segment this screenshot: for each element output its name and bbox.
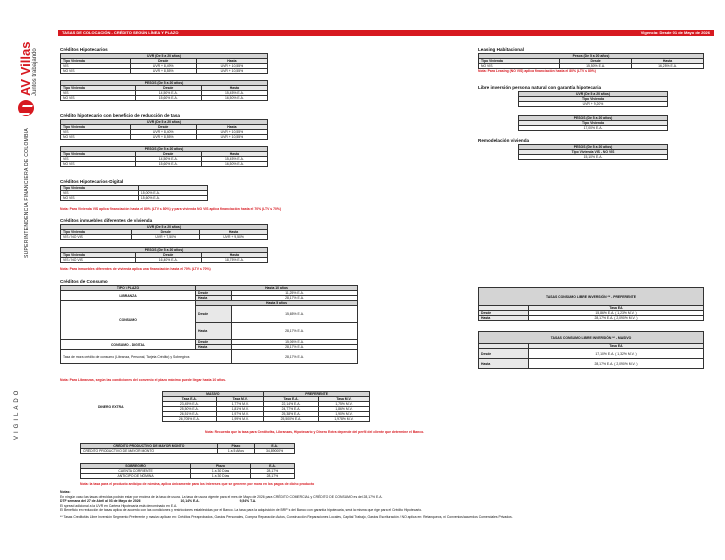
table-cell: 28,17% E.A. bbox=[232, 345, 358, 350]
inmuebles-section bbox=[60, 218, 268, 263]
table-cell: Tasa EA bbox=[529, 344, 704, 349]
table-cell: Desde bbox=[560, 59, 632, 64]
table-row bbox=[61, 235, 268, 240]
mayor-monto-table bbox=[80, 443, 295, 454]
logo bbox=[8, 28, 42, 120]
table-header-cell: TIPO \ PLAZO bbox=[61, 286, 196, 291]
table-row bbox=[519, 102, 668, 107]
inmuebles-uvr-table bbox=[60, 224, 268, 240]
section-title: Créditos de Consumo bbox=[60, 279, 108, 284]
table-cell: Hasta bbox=[196, 125, 267, 130]
table-row bbox=[519, 155, 668, 160]
table-cell: Desde bbox=[479, 349, 529, 359]
table-cell: Tipo Vivienda bbox=[519, 121, 668, 126]
table-cell: 1,90% M.V. bbox=[318, 412, 369, 417]
table-cell: 15,06% E.A. bbox=[232, 340, 358, 345]
hipotecarios-section bbox=[60, 47, 268, 101]
table-cell: 25,500% E.A. bbox=[264, 417, 319, 422]
table-cell: Hasta bbox=[479, 316, 529, 321]
table-cell: 28,17% bbox=[250, 469, 294, 474]
table-cell: 1,77% M.V. bbox=[217, 402, 264, 407]
table-row bbox=[479, 316, 704, 321]
table-cell: VIS bbox=[61, 157, 136, 162]
nota-beneficio: El Beneficio en reducción de tasas aplica de acuerdo con las condiciones y restricciones establecidas por el Banco. La tasa para la adquisición de BRP´s del Banco con garantía hipotecaria, será la misma que rige para el Crédito Hipotecario. bbox=[60, 508, 423, 513]
table-header-cell: TASAS CONSUMO LIBRE INVERSIÓN ** - MASIVO bbox=[479, 332, 704, 344]
table-row bbox=[61, 350, 358, 364]
table-row bbox=[60, 392, 370, 397]
supervisor-text: SUPERINTENDENCIA FINANCIERA DE COLOMBIA bbox=[24, 127, 30, 258]
table-cell: 26,51% E.A. bbox=[162, 412, 217, 417]
note-libranzas: Nota: Para Libranzas, según las condiciones del convenio el plazo máximo puede llegar hasta 10 años. bbox=[60, 378, 227, 382]
table-row bbox=[479, 349, 704, 359]
vigilado-text: VIGILADO bbox=[14, 387, 20, 440]
table-cell: 15,65% E.A. bbox=[232, 306, 358, 323]
inmuebles-pesos-table bbox=[60, 247, 268, 263]
table-cell: Hasta bbox=[201, 86, 267, 91]
table-cell: Desde bbox=[196, 291, 232, 296]
table-cell: Desde bbox=[196, 306, 232, 323]
table-cell: 15,00% E.A. bbox=[138, 191, 207, 196]
table-row bbox=[61, 196, 208, 201]
leasing-section bbox=[478, 47, 704, 74]
table-cell: CRÉDITO PRODUCTIVO DE MAYOR MONTO bbox=[81, 449, 218, 454]
section-title: Créditos inmuebles diferentes de vivienda bbox=[60, 218, 153, 223]
table-cell: 11,25% E.A. bbox=[232, 291, 358, 296]
header-bar bbox=[58, 30, 714, 36]
table-cell: Tasa M.V. bbox=[318, 397, 369, 402]
nota-usura: En ningún caso las tasas ofrecidas podrán estar por encima de la tasa de usura. La tasa de usura vigente para el mes de Mayo de 2026 para CRÉDITO COMERCIAL y CRÉDITO DE CONSUMO es del 28,17% E.A. bbox=[60, 494, 383, 499]
table-cell: 14,50% E.A. bbox=[135, 91, 201, 96]
table-header-cell: PESOS (De 5 a 20 años) bbox=[61, 248, 268, 253]
table-row bbox=[61, 96, 268, 101]
table-cell: 1 a 30 Días bbox=[191, 474, 251, 479]
table-row bbox=[479, 64, 704, 69]
table-cell: Tipo Vivienda bbox=[61, 253, 136, 258]
table-cell: VIS bbox=[61, 191, 139, 196]
table-header-cell: PREFERENTE bbox=[264, 392, 370, 397]
section-title: Créditos Hipotecarios bbox=[60, 47, 108, 52]
leasing-table bbox=[478, 53, 704, 69]
table-row bbox=[81, 474, 295, 479]
table-cell: Hasta bbox=[196, 323, 232, 340]
table-cell: 26,705% E.A. bbox=[162, 417, 217, 422]
table-cell: 15,10% E.A. bbox=[519, 155, 668, 160]
table-cell: 15,60% E.A. bbox=[138, 196, 207, 201]
table-row bbox=[519, 126, 668, 131]
table-header-cell: Hasta 10 años bbox=[196, 286, 358, 291]
digital-table bbox=[60, 185, 208, 201]
table-cell: UVR + 8,40% bbox=[130, 130, 196, 135]
table-header-cell: PESOS (De 5 a 20 años) bbox=[61, 81, 268, 86]
table-cell: 34,89000% bbox=[255, 449, 295, 454]
table-header-cell: UVR (De 5 a 20 años) bbox=[61, 225, 268, 230]
table-cell: Desde bbox=[135, 86, 201, 91]
table-cell: Desde bbox=[135, 253, 201, 258]
table-cell: 1,81% M.V. bbox=[217, 407, 264, 412]
libre-uvr-table bbox=[518, 91, 668, 107]
consumo-table bbox=[60, 285, 358, 364]
table-cell: 25,50% E.A. bbox=[162, 407, 217, 412]
table-cell: 15,60% E.A. bbox=[135, 162, 201, 167]
section-title: Crédito hipotecario con beneficio de reducción de tasa bbox=[60, 113, 180, 118]
table-cell: 1,99% M.V. bbox=[217, 417, 264, 422]
table-cell: 15,45% E.A. bbox=[201, 157, 267, 162]
dinero-extra-section bbox=[60, 391, 370, 422]
table-cell: Desde bbox=[130, 59, 196, 64]
table-header-cell: TASAS CONSUMO LIBRE INVERSIÓN ** - PREFERENTE bbox=[479, 288, 704, 306]
consumo-section bbox=[60, 279, 358, 364]
table-header-cell: PESOS (De 5 a 20 años) bbox=[519, 116, 668, 121]
table-cell: 25,38% E.A. bbox=[264, 412, 319, 417]
table-cell: Desde bbox=[135, 152, 201, 157]
nota-spread: El spread adicional a la UVR en Cartera Hipotecaria está denominado en E.A. bbox=[60, 503, 178, 508]
table-cell: NO VIS bbox=[61, 135, 131, 140]
table-cell: CONSUMO bbox=[61, 301, 196, 340]
section-title: Leasing Habitacional bbox=[478, 47, 524, 52]
table-header-cell: MASIVO bbox=[162, 392, 264, 397]
sobregiro-table bbox=[80, 463, 295, 479]
table-cell: Tasa EA bbox=[529, 306, 704, 311]
table-cell: DINERO EXTRA bbox=[97, 404, 124, 409]
table-cell: 16,40% E.A. bbox=[135, 258, 201, 263]
table-row bbox=[61, 69, 268, 74]
table-cell: VIS bbox=[61, 64, 131, 69]
table-cell: 24,77% E.A. bbox=[264, 407, 319, 412]
table-cell: Hasta bbox=[632, 59, 704, 64]
table-header-cell: PESOS (De 5 a 20 años) bbox=[519, 145, 668, 150]
table-header-cell: Pesos (De 5 a 20 años) bbox=[479, 54, 704, 59]
table-cell: LIBRANZA bbox=[61, 291, 196, 301]
libre-pesos-table bbox=[518, 115, 668, 131]
note-perfil: Nota: Recuerda que la tasa para Creditofás, Libranzas, Hipotecario y Dinero Extra depende del perfil del cliente que determine el Banco. bbox=[205, 430, 425, 434]
table-cell: Desde bbox=[196, 340, 232, 345]
table-row bbox=[61, 162, 268, 167]
logo-mark-icon bbox=[18, 100, 34, 116]
table-cell: 28,17% E.A. ( 2,090% M.V. ) bbox=[529, 359, 704, 369]
libre-inversion-section bbox=[478, 85, 668, 131]
table-cell: Hasta bbox=[196, 59, 267, 64]
table-cell: 16,50% E.A. bbox=[201, 96, 267, 101]
brand-sidebar bbox=[0, 0, 52, 560]
table-cell: UVR + 10,55% bbox=[196, 64, 267, 69]
table-cell: 28,17% E.A. bbox=[232, 323, 358, 340]
beneficio-section bbox=[60, 113, 268, 167]
table-cell: Tipo Vivienda bbox=[61, 230, 132, 235]
table-cell: 28,17% E.A. ( 2,090% M.V. ) bbox=[529, 316, 704, 321]
note-anticipo: Nota: la tasa para el producto anticipo de nómina, aplica únicamente para los intereses que se generen por mora en los pagos de dicho producto bbox=[80, 482, 315, 486]
table-cell: Desde bbox=[479, 311, 529, 316]
table-cell: UVR + 10,55% bbox=[196, 135, 267, 140]
notas-title: Notas: bbox=[60, 490, 71, 494]
table-header-cell: Hasta 5 años bbox=[196, 301, 358, 306]
table-cell: 28,17% E.A. bbox=[232, 296, 358, 301]
table-cell: ANTICIPO DE NÓMINA bbox=[81, 474, 191, 479]
table-cell: 1,978% M.V. bbox=[318, 417, 369, 422]
table-cell: 1,75% M.V. bbox=[318, 402, 369, 407]
table-cell: 17,10% E.A. ( 1,32% M.V. ) bbox=[529, 349, 704, 359]
table-cell: Hasta bbox=[196, 345, 232, 350]
table-cell: VIS bbox=[61, 91, 136, 96]
note-inmuebles: Nota: Para inmuebles diferentes de vivienda aplica una financiación hasta el 70% (LTV ≤ 70%) bbox=[60, 267, 211, 271]
table-cell: Tasa M.V. bbox=[217, 397, 264, 402]
table-cell: UVR + 8,55% bbox=[130, 69, 196, 74]
table-row bbox=[479, 332, 704, 344]
section-title: Créditos Hipotecarios-Digital bbox=[60, 179, 124, 184]
table-header-cell: SOBREGIRO bbox=[81, 464, 191, 469]
table-cell: NO VIS bbox=[61, 162, 136, 167]
table-header-cell: UVR (De 5 a 20 años) bbox=[61, 54, 268, 59]
sobregiro-section bbox=[80, 463, 295, 479]
table-header-cell: PESOS (De 5 a 20 años) bbox=[61, 147, 268, 152]
notas-section bbox=[60, 490, 700, 520]
table-header-cell: UVR (De 5 a 20 años) bbox=[61, 120, 268, 125]
masivo-table bbox=[478, 331, 704, 369]
table-cell: Hasta bbox=[201, 152, 267, 157]
table-cell: UVR + 10,55% bbox=[196, 69, 267, 74]
table-cell: VIS / NO VIS bbox=[61, 235, 132, 240]
table-row bbox=[61, 258, 268, 263]
hipotecarios-uvr-table bbox=[60, 53, 268, 74]
table-header-cell: Plazo bbox=[191, 464, 251, 469]
dinero-extra-table bbox=[60, 391, 370, 422]
table-cell: CONSUMO - DIGITAL bbox=[61, 340, 196, 350]
table-cell: Tipo Vivienda bbox=[61, 86, 136, 91]
table-cell: UVR + 10,55% bbox=[196, 130, 267, 135]
table-cell: 14,50% E.A. bbox=[135, 157, 201, 162]
table-cell: Hasta bbox=[196, 296, 232, 301]
header-title: TASAS DE COLOCACIÓN - CRÉDITO SEGÚN LÍNEA Y PLAZO bbox=[62, 30, 179, 35]
table-cell: NO VIS bbox=[61, 196, 139, 201]
table-cell: UVR + 7,50% bbox=[132, 235, 200, 240]
nota-creditofas: ** Tasas Creditofás Libre Inversión Segmento Preferente y masivo aplican en: Créditos Preaprobados, Gastos Personales, Compra Reparación Autos, Construcción Reparaciones Locales, Capital Trabajo, Gastos Escrituración / NO aplica en: Retanqueos, ni Convenios/acuerdos Comerciales Privados. bbox=[60, 514, 513, 519]
preferente-table bbox=[478, 287, 704, 321]
mayor-monto-section bbox=[80, 443, 295, 454]
table-row bbox=[81, 449, 295, 454]
table-cell: 15,45% E.A. bbox=[201, 91, 267, 96]
table-cell: VIS bbox=[61, 130, 131, 135]
table-header-cell: E.A. bbox=[255, 444, 295, 449]
table-cell: 16,50% E.A. bbox=[201, 162, 267, 167]
table-cell: 22,14% E.A. bbox=[264, 402, 319, 407]
preferente-section bbox=[478, 287, 704, 321]
table-cell: NO VIS bbox=[479, 64, 560, 69]
table-cell: 28,17% E.A. bbox=[232, 350, 358, 364]
table-cell: 23,45% E.A. bbox=[162, 402, 217, 407]
beneficio-uvr-table bbox=[60, 119, 268, 140]
table-cell: Hasta bbox=[479, 359, 529, 369]
table-cell: 1 a 30 Días bbox=[191, 469, 251, 474]
brand-name: AV Villas bbox=[18, 41, 33, 96]
table-cell: Tipo Vivienda bbox=[519, 97, 668, 102]
beneficio-pesos-table bbox=[60, 146, 268, 167]
table-cell: 1,97% M.V. bbox=[217, 412, 264, 417]
digital-section bbox=[60, 179, 208, 201]
table-cell: Tasa E.A. bbox=[264, 397, 319, 402]
table-cell: Tasa de mora crédito de consumo (Libranza, Personal, Tarjeta Crédito) y Sobregiros bbox=[61, 350, 232, 364]
table-cell: 15,86% E.A. ( 1,23% M.V. ) bbox=[529, 311, 704, 316]
table-header-cell: Plazo bbox=[217, 444, 255, 449]
table-cell: 15,50% E.A. bbox=[560, 64, 632, 69]
table-cell: Desde bbox=[132, 230, 200, 235]
note-financiacion: Nota: Para Vivienda VIS aplica financiación hasta el 80% (LTV ≤ 80%) y para vivienda NO VIS aplica financiación hasta el 70% (LTV ≤ 70%) bbox=[60, 207, 281, 211]
table-cell: CUENTA CORRIENTE bbox=[81, 469, 191, 474]
table-cell: VIS / NO VIS bbox=[61, 258, 136, 263]
table-cell: UVR + 9,50% bbox=[200, 235, 268, 240]
table-cell: 1,86% M.V. bbox=[318, 407, 369, 412]
table-cell: 1 a 5 Años bbox=[217, 449, 255, 454]
table-row bbox=[61, 135, 268, 140]
table-cell: 15,60% E.A. bbox=[135, 96, 201, 101]
table-cell: Hasta bbox=[201, 253, 267, 258]
table-header-cell: CRÉDITO PRODUCTIVO DE MAYOR MONTO bbox=[81, 444, 218, 449]
table-cell: Tipo Vivienda bbox=[479, 59, 560, 64]
table-cell: Hasta bbox=[200, 230, 268, 235]
table-cell: UVR + 9,20% bbox=[519, 102, 668, 107]
remodelacion-section bbox=[478, 138, 668, 160]
table-cell: Tasa E.A. bbox=[162, 397, 217, 402]
section-title: Libre inversión persona natural con garantía hipotecaria bbox=[478, 85, 602, 90]
note-leasing: Nota: Para Leasing (NO VIS) aplica financiación hasta el 80% (LTV ≤ 80%) bbox=[478, 69, 596, 73]
table-cell: 16,25% E.A. bbox=[632, 64, 704, 69]
remodelacion-table bbox=[518, 144, 668, 160]
table-cell: NO VIS bbox=[61, 69, 131, 74]
table-cell: 28,17% bbox=[250, 474, 294, 479]
table-cell: 17,00% E.A. bbox=[519, 126, 668, 131]
table-cell: UVR + 8,49% bbox=[130, 64, 196, 69]
table-cell: Tipo Vivienda bbox=[61, 59, 131, 64]
header-vigencia: Vigencia: Desde 01 de Mayo de 2026 bbox=[640, 30, 710, 35]
table-cell: Tipo Vivienda bbox=[61, 186, 139, 191]
table-row bbox=[479, 288, 704, 306]
hipotecarios-pesos-table bbox=[60, 80, 268, 101]
table-cell: NO VIS bbox=[61, 96, 136, 101]
table-header-cell: E.A. bbox=[250, 464, 294, 469]
brand-tagline: Juntos trabajando bbox=[32, 48, 38, 96]
table-cell: 18,75% E.A. bbox=[201, 258, 267, 263]
section-title: Remodelación vivienda bbox=[478, 138, 530, 143]
masivo-section bbox=[478, 331, 704, 369]
table-cell: Tipo Vivienda bbox=[61, 125, 131, 130]
nota-dtf: DTF semana del 27 de Abril al 03 de Mayo de 2026 10,14% E.A. 9,54% T.A. bbox=[60, 499, 257, 504]
table-cell: Desde bbox=[130, 125, 196, 130]
table-header-cell: UVR (De 5 a 20 años) bbox=[519, 92, 668, 97]
table-cell: Tipo Vivienda bbox=[61, 152, 136, 157]
table-cell: Tipo Vivienda VIS - NO VIS bbox=[519, 150, 668, 155]
table-row bbox=[479, 359, 704, 369]
table-cell: UVR + 8,55% bbox=[130, 135, 196, 140]
